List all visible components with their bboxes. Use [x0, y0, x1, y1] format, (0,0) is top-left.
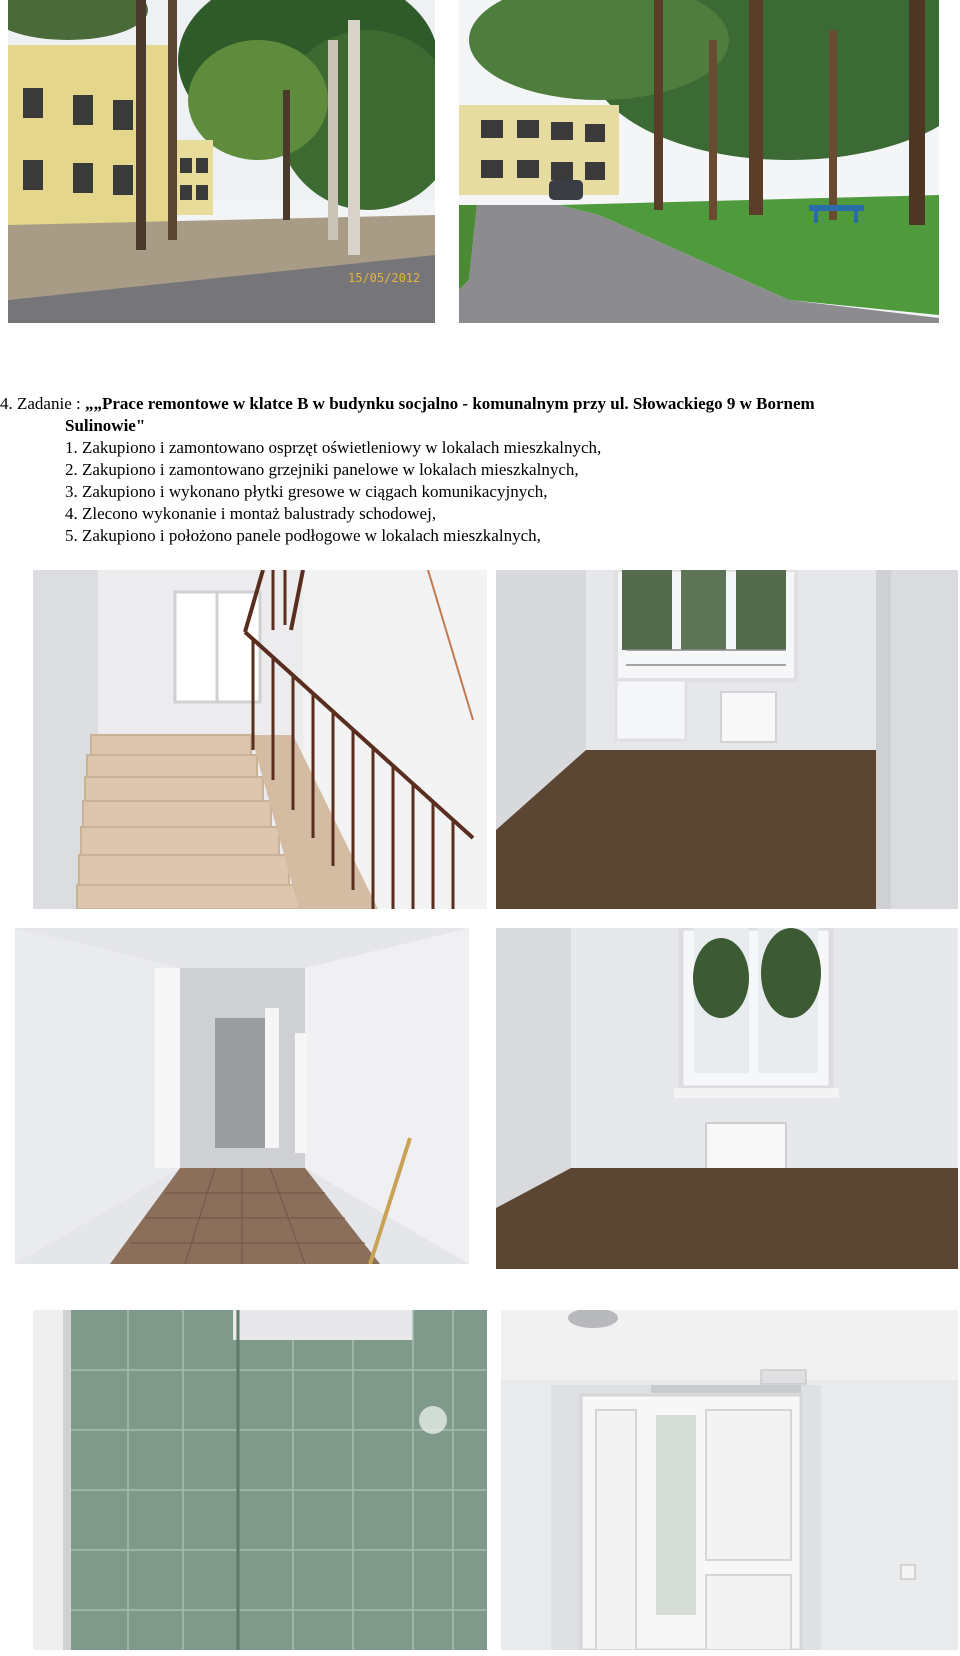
photo-staircase-image: [33, 570, 487, 909]
photo-bathroom-tiles-image: [33, 1310, 487, 1650]
photo-date-stamp: 15/05/2012: [348, 271, 421, 285]
photo-building-exterior-1: [8, 0, 435, 323]
photo-room-balcony-image: [496, 570, 958, 909]
photo-building-exterior-2: [459, 0, 939, 323]
photo-building-exterior-1-image: [8, 0, 435, 323]
task-item: 1. Zakupiono i zamontowano osprzęt oświetleniowy w lokalach mieszkalnych,: [65, 438, 602, 457]
photo-entrance-door-image: [501, 1310, 958, 1650]
photo-bathroom-tiles: [33, 1310, 487, 1650]
task-item: 5. Zakupiono i położono panele podłogowe w lokalach mieszkalnych,: [65, 526, 541, 545]
task-title-continuation: Sulinowie": [65, 416, 146, 435]
photo-room-window-image: [496, 928, 958, 1269]
task-item: 3. Zakupiono i wykonano płytki gresowe w ciągach komunikacyjnych,: [65, 482, 548, 501]
task-number: 4. Zadanie :: [0, 394, 85, 413]
photo-room-window: [496, 928, 958, 1269]
photo-room-balcony: [496, 570, 958, 909]
task-title: „„Prace remontowe w klatce B w budynku socjalno - komunalnym przy ul. Słowackiego 9 w Bornem: [84, 394, 815, 413]
task-item: 4. Zlecono wykonanie i montaż balustrady schodowej,: [65, 504, 437, 523]
photo-corridor: [15, 928, 469, 1264]
task-heading: [0, 393, 950, 415]
photo-building-exterior-2-image: [459, 0, 939, 323]
photo-corridor-image: [15, 928, 469, 1264]
photo-staircase: [33, 570, 487, 909]
photo-entrance-door: [501, 1310, 958, 1650]
task-section: [0, 393, 950, 547]
task-item: 2. Zakupiono i zamontowano grzejniki panelowe w lokalach mieszkalnych,: [65, 460, 579, 479]
task-items-list: [0, 437, 950, 547]
